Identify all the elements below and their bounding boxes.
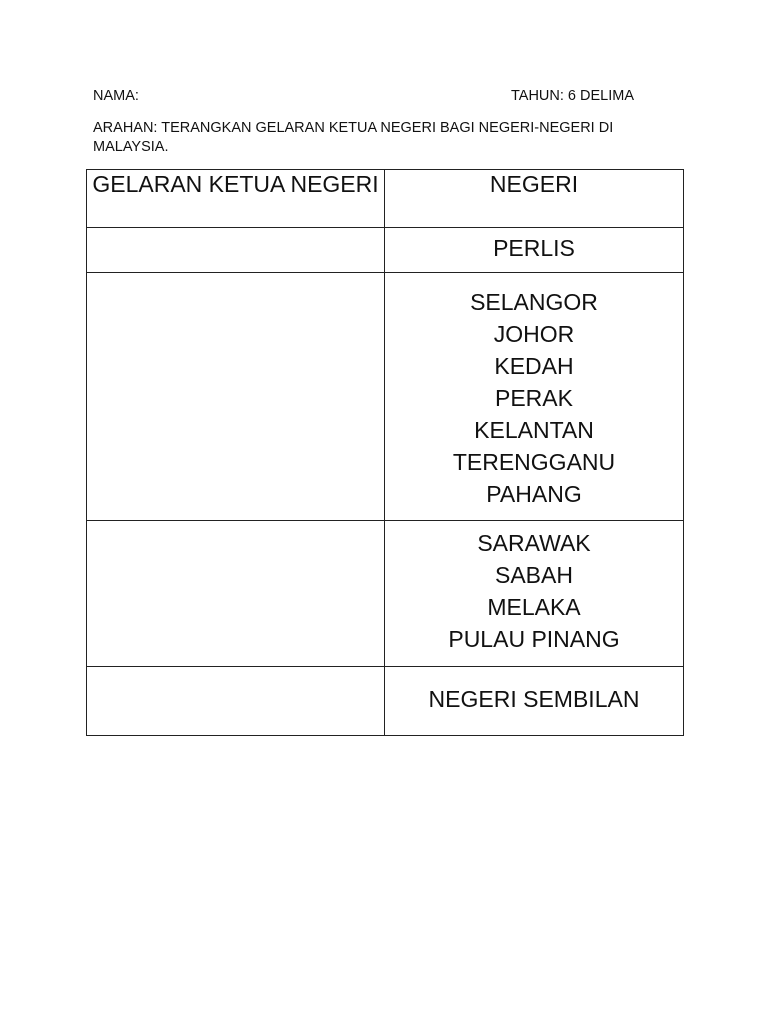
table-row	[87, 273, 684, 521]
header-cell-state	[385, 170, 684, 228]
state-cell	[385, 273, 684, 521]
state-name: KELANTAN	[474, 417, 594, 443]
table-row	[87, 521, 684, 667]
state-name: NEGERI SEMBILAN	[428, 686, 640, 712]
state-name: PERLIS	[493, 235, 575, 261]
state-name: PERAK	[495, 385, 573, 411]
worksheet-table	[86, 169, 684, 736]
state-cell	[385, 521, 684, 667]
state-name: TERENGGANU	[452, 449, 616, 475]
state-name: SABAH	[495, 562, 573, 588]
class-label: TAHUN: 6 DELIMA	[511, 88, 635, 104]
answer-cell[interactable]	[87, 667, 385, 736]
state-name: PULAU PINANG	[448, 626, 620, 652]
state-name: PAHANG	[486, 481, 582, 507]
table-header-row	[87, 170, 684, 228]
answer-cell[interactable]	[87, 521, 385, 667]
column-header-state: NEGERI	[489, 171, 579, 197]
instruction-text: ARAHAN: TERANGKAN GELARAN KETUA NEGERI BAGI NEGERI-NEGERI DI MALAYSIA.	[93, 120, 614, 155]
state-name: MELAKA	[487, 594, 581, 620]
state-cell	[385, 667, 684, 736]
table-row	[87, 228, 684, 273]
state-name: SARAWAK	[477, 530, 591, 556]
state-name: JOHOR	[493, 321, 575, 347]
header-cell-title	[87, 170, 385, 228]
answer-cell[interactable]	[87, 273, 385, 521]
column-header-title: GELARAN KETUA NEGERI	[92, 171, 379, 197]
state-cell	[385, 228, 684, 273]
state-name: SELANGOR	[470, 289, 598, 315]
answer-cell[interactable]	[87, 228, 385, 273]
name-label: NAMA:	[93, 88, 139, 104]
state-name: KEDAH	[494, 353, 574, 379]
table-row	[87, 667, 684, 736]
